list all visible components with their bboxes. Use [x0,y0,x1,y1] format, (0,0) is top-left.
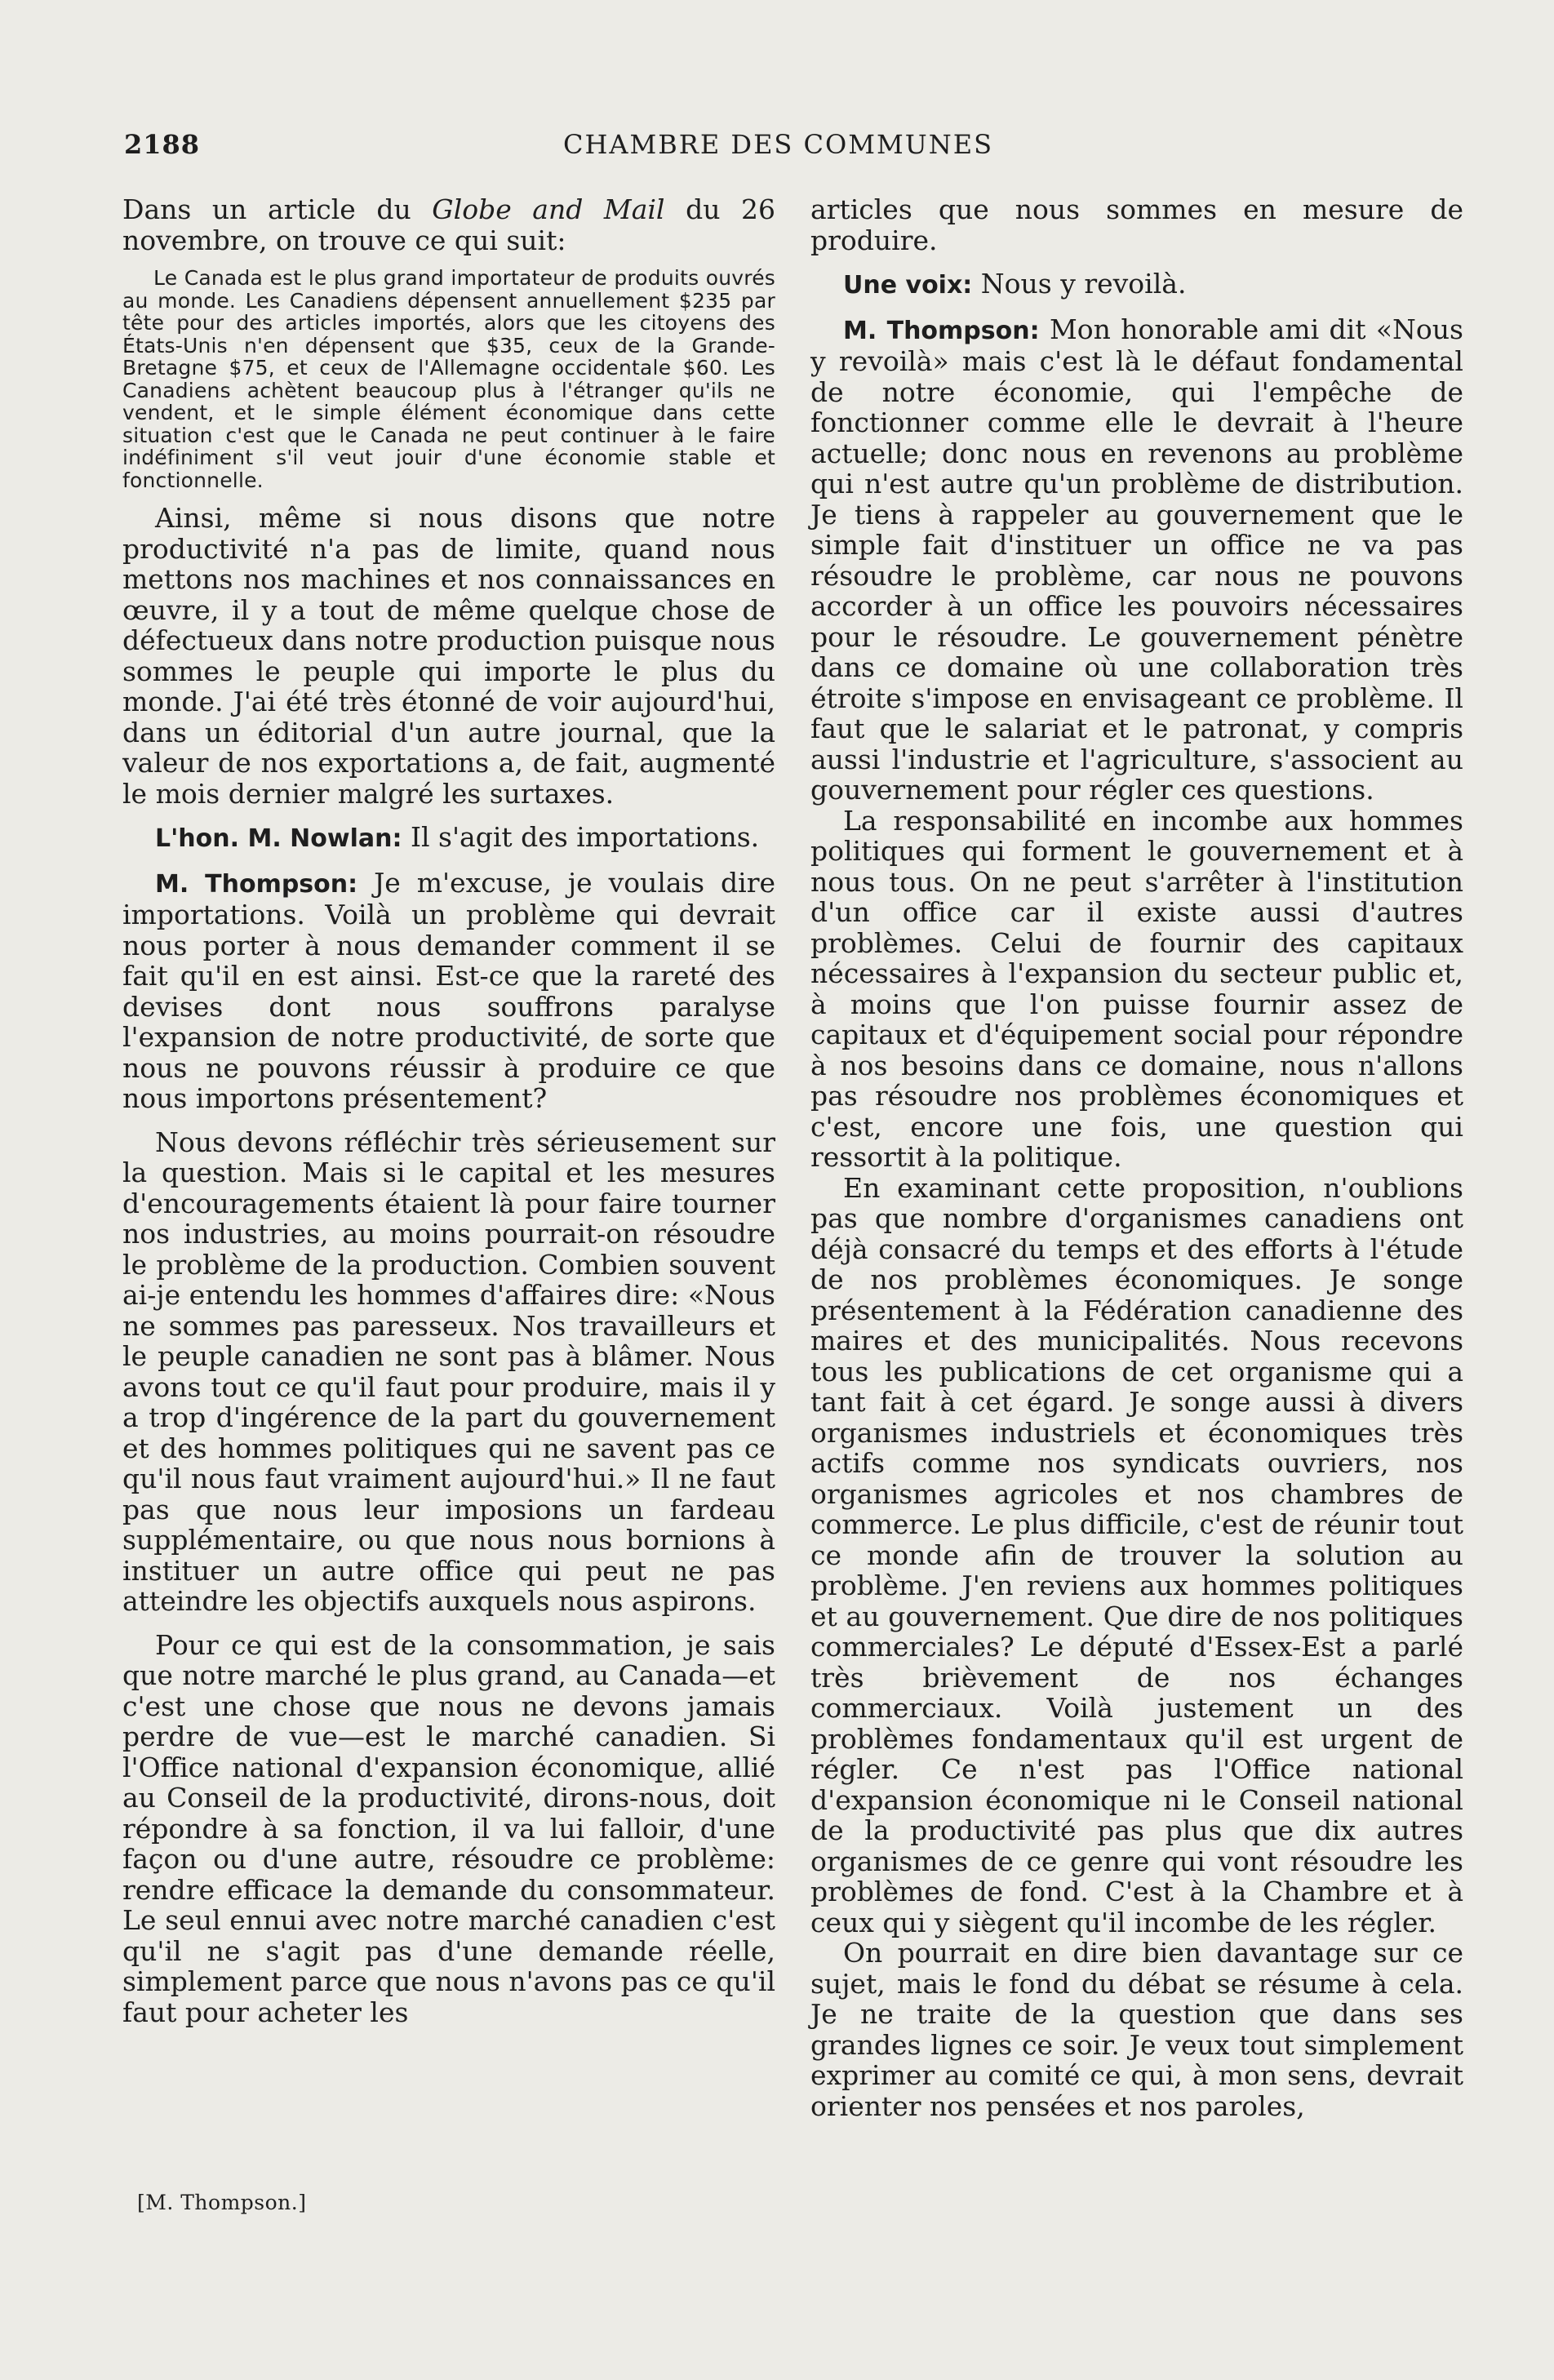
block-quote: Le Canada est le plus grand importateur de produits ouvrés au monde. Les Canadiens dépensent annuellement $235 par tête pour des articles importés, alors que les citoyens des États-Unis n'en dépensent que $35, ceux de la Grande-Bretagne $75, et ceux de l'Allemagne occidentale $60. Les Canadiens achètent beaucoup plus à l'étranger qu'ils ne vendent, et le simple élément économique dans cette situation c'est que le Canada ne peut continuer à le faire indéfiniment s'il veut jouir d'une économie stable et fonctionnelle. [122,266,775,492]
paragraph [122,194,775,255]
speech [810,314,1463,806]
paragraph-text: Dans un article du [122,193,433,225]
paragraph: En examinant cette proposition, n'oublions pas que nombre d'organismes canadiens ont déjà consacré du temps et des efforts à l'étude de nos problèmes économiques. Je songe présentement à la Fédération canadienne des maires et des municipalités. Nous recevons tous les publications de cet organisme qui a tant fait à cet égard. Je songe aussi à divers organismes industriels et économiques très actifs comme nos syndicats ouvriers, nos organismes agricoles et nos chambres de commerce. Le plus difficile, c'est de réunir tout ce monde afin de trouver la solution au problème. J'en reviens aux hommes politiques et au gouvernement. Que dire de nos politiques commerciales? Le député d'Essex-Est a parlé très brièvement de nos échanges commerciaux. Voilà justement un des problèmes fondamentaux qu'il est urgent de régler. Ce n'est pas l'Office national d'expansion économique ni le Conseil national de la productivité pas plus que dix autres organismes de ce genre qui vont résoudre les problèmes de fond. C'est à la Chambre et à ceux qui y siègent qu'il incombe de les régler. [810,1171,1463,1938]
speech [810,269,1463,301]
right-column [810,194,1463,2121]
speech-text: Je m'excuse, je voulais dire importations. Voilà un problème qui devrait nous porter à nous demander comment il se fait qu'il en est ainsi. Est-ce que la rareté des devises dont nous souffrons paralyse l'expansion de notre productivité, de sorte que nous ne pouvons réussir à produire ce que nous importons présentement? [122,866,775,1114]
speech-text: Nous y revoilà. [972,268,1187,300]
speaker-name: L'hon. M. Nowlan: [155,824,402,853]
left-column [122,194,775,2027]
paragraph: Nous devons réfléchir très sérieusement sur la question. Mais si le capital et les mesures d'encouragements étaient là pour faire tourner nos industries, au moins pourrait-on résoudre le problème de la production. Combien souvent ai-je entendu les hommes d'affaires dire: «Nous ne sommes pas paresseux. Nos travailleurs et le peuple canadien ne sont pas à blâmer. Nous avons tout ce qu'il faut pour produire, mais il y a trop d'ingérence de la part du gouvernement et des hommes politiques qui ne savent pas ce qu'il nous faut vraiment aujourd'hui.» Il ne faut pas que nous leur imposions un fardeau supplémentaire, ou que nous nous bornions à instituer un autre office qui peut ne pas atteindre les objectifs auxquels nous aspirons. [122,1126,775,1617]
speaker-name: Une voix: [843,271,973,300]
speech-text: Mon honorable ami dit «Nous y revoilà» mais c'est là le défaut fondamental de notre économie, qui l'empêche de fonctionner comme elle le devrait à l'heure actuelle; donc nous en revenons au problème qui n'est autre qu'un problème de distribution. Je tiens à rappeler au gouvernement que le simple fait d'instituer un office ne va pas résoudre le problème, car nous ne pouvons accorder à un office les pouvoirs nécessaires pour le résoudre. Le gouvernement pénètre dans ce domaine où une collaboration très étroite s'impose en envisageant ce problème. Il faut que le salariat et le patronat, y compris aussi l'industrie et l'agriculture, s'associent au gouvernement pour régler ces questions. [810,313,1463,806]
page-header [0,129,1554,170]
paragraph: On pourrait en dire bien davantage sur ce sujet, mais le fond du débat se résume à cela. Je ne traite de la question que dans ses grandes lignes ce soir. Je veux tout simplement exprimer au comité ce qui, à mon sens, devrait orienter nos pensées et nos paroles, [810,1937,1463,2122]
newspaper-title: Globe and Mail [432,193,665,225]
paragraph: Pour ce qui est de la consommation, je sais que notre marché le plus grand, au Canada—et c'est une chose que nous ne devons jamais perdre de vue—est le marché canadien. Si l'Office national d'expansion économique, allié au Conseil de la productivité, dirons-nous, doit répondre à sa fonction, il va lui falloir, d'une façon ou d'une autre, résoudre ce problème: rendre efficace la demande du consommateur. Le seul ennui avec notre marché canadien c'est qu'il ne s'agit pas d'une demande réelle, simplement parce que nous n'avons pas ce qu'il faut pour acheter les [122,1628,775,2028]
page-number: 2188 [124,129,201,160]
paragraph: Ainsi, même si nous disons que notre productivité n'a pas de limite, quand nous mettons nos machines et nos connaissances en œuvre, il y a tout de même quelque chose de défectueux dans notre production puisque nous sommes le peuple qui importe le plus du monde. J'ai été très étonné de voir aujourd'hui, dans un éditorial d'un autre journal, que la valeur de nos exportations a, de fait, augmenté le mois dernier malgré les surtaxes. [122,502,775,810]
paragraph: articles que nous sommes en mesure de produire. [810,193,1463,256]
speaker-name: M. Thompson: [843,316,1040,345]
paragraph: La responsabilité en incombe aux hommes politiques qui forment le gouvernement et à nous tous. On ne peut s'arrêter à l'institution d'un office car il existe aussi d'autres problèmes. Celui de fournir des capitaux nécessaires à l'expansion du secteur public et, à moins que l'on puisse fournir assez de capitaux et d'équipement social pour répondre à nos besoins dans ce domaine, nous n'allons pas résoudre nos problèmes économiques et c'est, encore une fois, une question qui ressortit à la politique. [810,804,1463,1173]
speech [122,822,775,855]
speech [122,868,775,1114]
running-head: CHAMBRE DES COMMUNES [563,129,994,160]
speaker-name: M. Thompson: [155,869,358,899]
paragraph-text: du 26 novembre, on trouve ce qui suit: [122,193,775,256]
speech-text: Il s'agit des importations. [402,821,760,853]
speaker-footnote: [M. Thompson.] [137,2191,307,2214]
